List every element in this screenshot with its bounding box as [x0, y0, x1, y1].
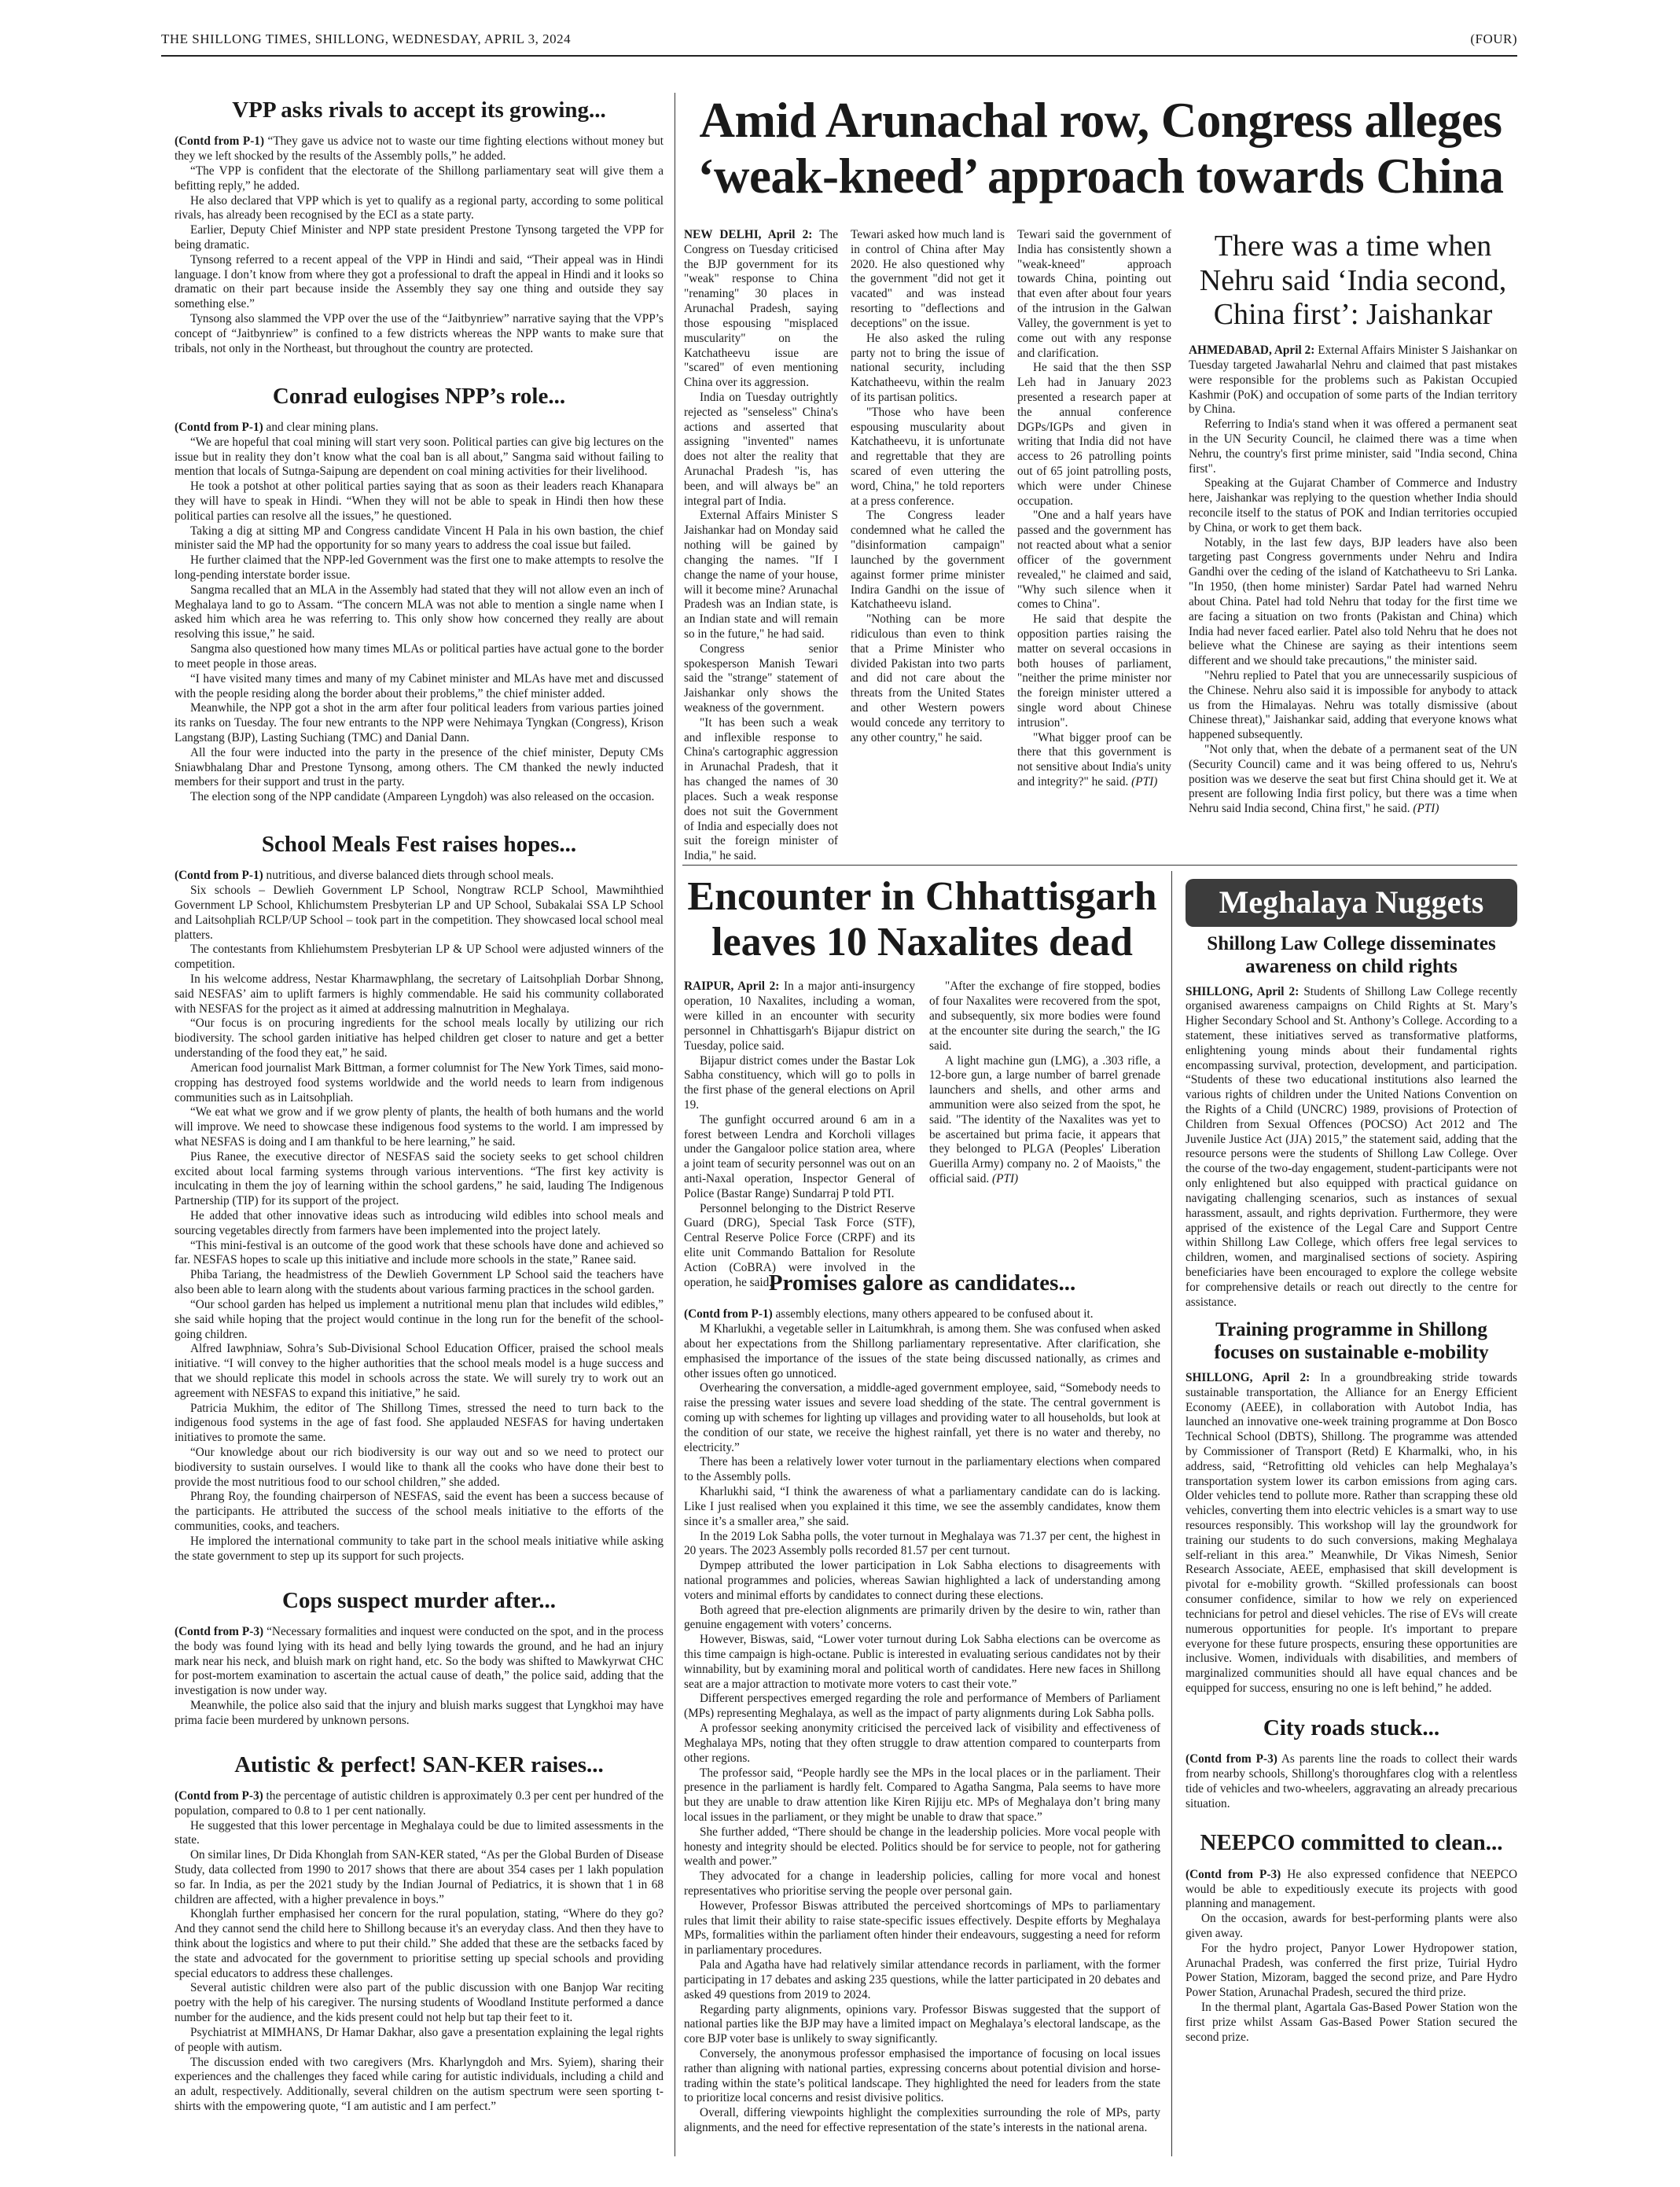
training-dateline: SHILLONG, April 2:	[1186, 1370, 1311, 1384]
encounter-story	[684, 874, 1160, 1291]
law-headline: Shillong Law College disseminates awareness on child rights	[1207, 933, 1496, 977]
nehru-credit: (PTI)	[1413, 802, 1439, 816]
encounter-col-1: RAIPUR, April 2: In a major anti-insurgency operation, 10 Naxalites, including a woman, were killed in an encounter with security personnel in Chhattisgarh's Bijapur district on Tuesday, police said. Bijapur district comes under the Bastar Lok Sabha constituency, which will go to polls in the first phase of the general elections on April 19. The gunfight occurred around 6 am in a forest between Lendra and Korcholi villages under the Gangaloor police station area, where a joint team of security personnel was out on an anti-Naxal operation, Inspector General of Police (Bastar Range) Sundarraj P told PTI. Personnel belonging to the District Reserve Guard (DRG), Special Task Force (STF), Central Reserve Police Force (CRPF) and its elite unit Commando Battalion for Resolute Action (CoBRA) were involved in the operation, he said.	[684, 980, 915, 1289]
arunachal-dateline: NEW DELHI, April 2:	[684, 228, 813, 241]
neepco-headline: NEEPCO committed to clean...	[1200, 1830, 1503, 1856]
training-headline: Training programme in Shillong focuses on sustainable e-mobility	[1214, 1319, 1489, 1364]
left-column	[175, 93, 664, 2126]
city-headline: City roads stuck...	[1263, 1715, 1440, 1740]
vpp-story: VPP asks rivals to accept its growing... (Contd from P-1) “They gave us advice not to waste our time fighting elections without money but they we left shocked by the results of the Assembly polls,” he added. “The VPP is confident that the electorate of the Shillong parliamentary seat will give them a befitting reply,” he added. He also declared that VPP which is yet to qualify as a regional party, according to some political rivals, has already been recognised by the ECI as a state party. Earlier, Deputy Chief Minister and NPP state president Prestone Tynsong targeted the VPP for being dramatic. Tynsong referred to a recent appeal of the VPP in Hindi and said, “Their appeal was in Hindi language. I don’t know from where they got a professional to draft the appeal in Hindi and it looks so dramatic on their part because inside the Assembly they say one thing and outside they say something else.” Tynsong also slammed the VPP over the use of the “Jaitbynriew” narrative saying that the VPP’s concept of “Jaitbynriew” is confined to a few districts whereas the NPP wants to make sure that tribals, not only in the Northeast, but throughout the country are protected.	[175, 97, 664, 355]
promises-headline: Promises galore as candidates...	[768, 1270, 1076, 1296]
encounter-credit: (PTI)	[992, 1172, 1019, 1186]
law-dateline: SHILLONG, April 2:	[1186, 984, 1300, 998]
nuggets-banner: Meghalaya Nuggets	[1186, 879, 1517, 927]
conrad-headline: Conrad eulogises NPP’s role...	[272, 383, 566, 409]
meals-headline: School Meals Fest raises hopes...	[261, 832, 577, 857]
cops-headline: Cops suspect murder after...	[282, 1587, 556, 1613]
arunachal-body	[684, 228, 1171, 864]
masthead	[161, 31, 1517, 52]
arunachal-col-2: Tewari asked how much land is in control of China after May 2020. He also questioned why the government "did not get it vacated" and was instead resorting to "deflections and deceptions" on the issue. He also asked the ruling party not to bring the issue of national security, including Katchatheevu, within the realm of its partisan politics. "Those who have been espousing muscularity about Katchatheevu, it is unfortunate and regrettable that they are scared of even uttering the word, China," he told reporters at a press conference. The Congress leader condemned what he called the "disinformation campaign" launched by the government against former prime minister Indira Gandhi on the issue of Katchatheevu island. "Nothing can be more ridiculous than even to think that a Prime Minister who divided Pakistan into two parts and did not care about the threats from the United States and other Western powers would concede any territory to any other country," he said.	[851, 228, 1005, 744]
section-divider-middle	[682, 865, 1517, 866]
nehru-story: There was a time when Nehru said ‘India second, China first’: Jaishankar AHMEDABAD, April 2: External Affairs Minister S Jaishankar on Tuesday targeted Jawaharlal Nehru and claimed that past mistakes were responsible for the problems such as Pakistan Occupied Kashmir (PoK) and occupation of some parts of the Indian territory by China. Referring to India's stand when it was offered a permanent seat in the UN Security Council, he claimed there was a time when Nehru, the country's first prime minister, said "India second, China first". Speaking at the Gujarat Chamber of Commerce and Industry here, Jaishankar was replying to the question whether India should reconcile itself to the status of POK and Indian territories occupied by China, or work to get them back. Notably, in the last few days, BJP leaders have also been targeting past Congress governments under Nehru and Indira Gandhi over the ceding of the island of Katchatheevu to Sri Lanka. "In 1950, (then home minister) Sardar Patel had warned Nehru about China. Patel had told Nehru that today for the first time we are facing a situation on two fronts (Pakistan and China) which India had never faced earlier. Patel also told Nehru that he does not believe what the Chinese are saying as their intentions seem different and we should take precautions," the minister said. "Nehru replied to Patel that you are unnecessarily suspicious of the Chinese. Nehru also said it is impossible for anybody to attack us from the Himalayas. Nehru was totally dismissive (about Chinese threat)," Jaishankar said, adding that everyone knows what happened subsequently. "Not only that, when the debate of a permanent seat of the UN (Security Council) came and it was being offered to us, Nehru's position was we deserve the seat but first China should get it. We at present are following India first policy, but there was a time when Nehru said India second, China first," he said. (PTI)	[1189, 230, 1517, 816]
arunachal-credit: (PTI)	[1131, 775, 1158, 789]
page-number: (FOUR)	[1470, 31, 1517, 46]
encounter-col-2: "After the exchange of fire stopped, bodies of four Naxalites were recovered from the spot, and subsequently, six more bodies were found at the encounter site during the search," the IG said. A light machine gun (LMG), a .303 rifle, a 12-bore gun, a large number of barrel grenade launchers and shells, and other arms and ammunition were also seized from the spot, he said. "The identity of the Naxalites was yet to be ascertained but prima facie, it appears that they belonged to PLGA (Peoples' Liberation Guerilla Army) company no. 2 of Maoists," the official said. (PTI)	[929, 980, 1160, 1186]
nuggets-column: Meghalaya Nuggets Shillong Law College disseminates awareness on child rights SHILLONG, April 2: Students of Shillong Law College recently organised awareness campaigns on Child Rights at St. Mary’s Higher Secondary School and St. Anthony’s College. According to a statement, these initiatives served as transformative platforms, enlightening young minds about their fundamental rights encompassing survival, protection, development, and participation. “Students of these two educational institutions also learned the various rights of children under the United Nations Convention on the Rights of a Child (UNCRC) 1989, provisions of Protection of Children from Sexual Offences (POCSO) Act 2012 and The Juvenile Justice Act (JJA) 2015,” the statement said, adding that the resource persons were the students of Shillong Law College. Over the course of the two-day engagement, student-participants were not only enlightened but also equipped with practical guidance on navigating challenging scenarios, such as instances of sexual harassment, assault, and rights deprivation. Furthermore, they were apprised of the existence of the Legal Care and Support Centre within Shillong Law College, which offers free legal services to children, women, and marginalised sections of society. Aspiring beneficiaries have been encouraged to explore the college website for comprehensive details or reach out directly to the centre for assistance. Training programme in Shillong focuses on sustainable e-mobility SHILLONG, April 2: In a groundbreaking stride towards sustainable transportation, the Alliance for an Energy Efficient Economy (AEEE), in collaboration with Autobot India, has launched an innovative one-week training programme at Don Bosco Technical School (DBTS), Shillong. The programme was attended by Commissioner of Transport (Retd) E Kharmalki, who, in his address, said, “Retrofitting old vehicles can help Meghalaya’s transportation system lower its carbon emissions from aging cars. Older vehicles tend to pollute more. Rather than scrapping these old vehicles, converting them into electric vehicles is a smart way to use resources responsibly. This workshop will lay the groundwork for training our students to do such conversions, making Meghalaya self-reliant in this area.” Meanwhile, Dr Vikas Nimesh, Senior Research Associate, AEEE, emphasised that skill development is pivotal for e-mobility growth. “Skilled professionals can boost consumer confidence, similar to how we rely on experienced technicians for petrol and diesel vehicles. The rise of EVs will create numerous opportunities for people. It's important to prepare everyone for these future prospects, ensuring these opportunities are inclusive. Women, individuals with disabilities, and members of marginalized communities should all have equal chances and be equipped for success, ensuring no one is left behind,” he added. City roads stuck... (Contd from P-3) As parents line the roads to collect their wards from nearby schools, Shillong's thoroughfares clog with a relentless tide of vehicles and two-wheelers, aggravating an already precarious situation. NEEPCO committed to clean... (Contd from P-3) He also expressed confidence that NEEPCO would be able to expeditiously execute its projects with good planning and management. On the occasion, awards for best-performing plants were also given away. For the hydro project, Panyor Lower Hydropower station, Arunachal Pradesh, was conferred the first prize, Tuirial Hydro Power Station, Mizoram, bagged the second prize, and Pare Hydro Power Station, Arunachal Pradesh, secured the third prize. In the thermal plant, Agartala Gas-Based Power Station won the first prize whilst Assam Gas-Based Power Station secured the second prize.	[1186, 879, 1517, 2045]
encounter-dateline: RAIPUR, April 2:	[684, 980, 780, 994]
meals-story: School Meals Fest raises hopes... (Contd from P-1) nutritious, and diverse balanced diets through school meals. Six schools – Dewlieh Government LP School, Nongtraw RCLP School, Mawmihthied Government LP School, Khlichumstem Presbyterian LP and UP School, Subakalai SSA LP School and Laitsohpliah RCLP/UP School – took part in the competition. They showcased local school meal platters. The contestants from Khliehumstem Presbyterian LP & UP School were adjusted winners of the competition. In his welcome address, Nestar Kharmawphlang, the secretary of Laitsohpliah Dorbar Shnong, said NESFAS’ aim to uplift farmers is highly commendable. He said his community collaborated with NESFAS for the project as it aimed at addressing malnutrition in Meghalaya. “Our focus is on procuring ingredients for the school meals locally by utilizing our rich biodiversity. The school garden initiative has helped children get closer to nature and get a better understanding of the food they eat,” he said. American food journalist Mark Bittman, a former columnist for The New York Times, said mono-cropping has destroyed food systems worldwide and the world needs to learn from indigenous communities such as in Laitsohpliah. “We eat what we grow and if we grow plenty of plants, the health of both humans and the world will improve. We need to showcase these indigenous food systems to the world. I am impressed by what NESFAS is doing and I am thankful to be here learning,” he said. Pius Ranee, the executive director of NESFAS said the society seeks to get school children excited about local farming systems through various interventions. “The first key activity is inculcating in them the joy of learning within the school gardens,” he said, lauding The Indigenous Partnership (TIP) for its support of the project. He added that other innovative ideas such as introducing wild edibles into school meals and sourcing vegetables directly from farmers have been implemented into the project lately. “This mini-festival is an outcome of the good work that these schools have done and achieved so far. NESFAS hopes to scale up this initiative and include more schools in the state,” Ranee said. Phiba Tariang, the headmistress of the Dewlieh Government LP School said the teachers have also been able to learn along with the students about various farming practices in the school garden. “Our school garden has helped us implement a nutritional menu plan that includes wild edibles,” she said while hoping that the project would continue in the long run for the benefit of the school-going children. Alfred Iawphniaw, Sohra’s Sub-Divisional School Education Officer, praised the school meals initiative. “I will convey to the higher authorities that the school meals model is a huge success and that we should replicate this model in schools across the state. We will surely try to work out an agreement with NESFAS to expand this initiative,” he said. Patricia Mukhim, the editor of The Shillong Times, stressed the need to turn back to the indigenous food systems in the age of fast food. She applauded NESFAS for having undertaken initiatives to promote the same. “Our knowledge about our rich biodiversity is our way out and so we need to protect our biodiversity to sustain ourselves. I would like to thank all the cooks who have done their best to provide the most nutritious food to our school children,” she added. Phrang Roy, the founding chairperson of NESFAS, said the event has been a success because of the participants. He attributed the success of the school meals initiative to the efforts of the communities, cooks, and teachers. He implored the international community to take part in the school meals initiative while asking the state government to step up its support for such projects.	[175, 832, 664, 1563]
arunachal-headline: Amid Arunachal row, Congress alleges ‘weak-kneed’ approach towards China	[697, 93, 1504, 204]
autistic-story: Autistic & perfect! SAN-KER raises... (Contd from P-3) the percentage of autistic children is approximately 0.3 per cent per hundred of the population, compared to 0.8 to 1 per cent nationally. He suggested that this lower percentage in Meghalaya could be due to limited assessments in the state. On similar lines, Dr Dida Khonglah from SAN-KER stated, “As per the Global Burden of Disease Study, data collected from 1990 to 2017 shows that there are about 354 cases per 1 lakh population so far. In India, as per the 2021 study by the Indian Journal of Pediatrics, it is shown that 1 in 68 children are affected, with a higher prevalence in boys.” Khonglah further emphasised her concern for the rural population, stating, “Where do they go? And they cannot send the child here to Shillong because it's an everyday class. And then they have to think about the logistics and where to put their child.” She added that these are the setbacks faced by the state and advocated for the government to prioritise setting up special schools and providing special educators to address these challenges. Several autistic children were also part of the public discussion with one Banjop War reciting poetry with the help of his caregiver. The nursing students of Woodland Institute performed a dance number for the audience, and the kids present could not help but tap their feet to it. Psychiatrist at MIMHANS, Dr Hamar Dakhar, also gave a presentation explaining the legal rights of people with autism. The discussion ended with two caregivers (Mrs. Kharlyngdoh and Mrs. Syiem), sharing their experiences and the challenges they faced while caring for autistic individuals, including a child and an adult, respectively. Additionally, several children on the autism spectrum were seen sporting t-shirts with the empowering quote, “I am autistic and I am perfect.”	[175, 1751, 664, 2113]
conrad-story: Conrad eulogises NPP’s role... (Contd from P-1) and clear mining plans. “We are hopeful that coal mining will start very soon. Political parties can give big lectures on the issue but in reality they don’t know what the coal ban is all about,” Sangma said without failing to mention that locals of Sutnga-Saipung are dependent on coal mining activities for their livelihood. He took a potshot at other political parties saying that as soon as their leaders reach Khanapara they will have to speak in Hindi. “When they will not be able to speak in Hindi then how these political parties can resolve all the issues,” he questioned. Taking a dig at sitting MP and Congress candidate Vincent H Pala in his own bastion, the chief minister said the MP had the opportunity for so many years to address the coal issue but failed. He further claimed that the NPP-led Government was the first one to make attempts to resolve the long-pending interstate border issue. Sangma recalled that an MLA in the Assembly had stated that they will not allow even an inch of Meghalaya land to go to Assam. “The concern MLA was not able to mention a single name when I asked him which area he was referring to. This only show how concerned they really are about resolving this issue,” he said. Sangma also questioned how many times MLAs or political parties have actual gone to the border to meet people in those areas. “I have visited many times and many of my Cabinet minister and MLAs have met and discussed with the people residing along the border about their problems,” the chief minister added. Meanwhile, the NPP got a shot in the arm after four political leaders from various parties joined its ranks on Tuesday. The four new entrants to the NPP were Nehimaya Tyngkan (Congress), Krison Langstang (BJP), Lasting Suchiang (TMC) and Danial Dann. All the four were inducted into the party in the presence of the chief minister, Deputy CMs Sniawbhalang Dhar and Prestone Tynsong, among others. The CM thanked the newly inducted members for their support and trust in the party. The election song of the NPP candidate (Ampareen Lyngdoh) was also released on the occasion.	[175, 383, 664, 804]
promises-story: Promises galore as candidates... (Contd from P-1) assembly elections, many others appeared to be confused about it. M Kharlukhi, a vegetable seller in Laitumkhrah, is among them. She was confused when asked about her expectations from the Shillong parliamentary representative. After clarification, she emphasised the importance of the issues of the state being discussed nationally, as crimes and other issues often go unnoticed. Overhearing the conversation, a middle-aged government employee, said, “Somebody needs to raise the pressing water issues and severe load shedding of the state. The central government is coming up with schemes for lighting up villages and providing water to all households, but look at the condition of our state, we receive the highest rainfall, yet there is no water and thereby, no electricity.” There has been a relatively lower voter turnout in the parliamentary elections when compared to the Assembly polls. Kharlukhi said, “I think the awareness of what a parliamentary candidate can do is lacking. Like I just realised when you explained it this time, we see the assembly candidates, know them since it’s a smaller area,” she said. In the 2019 Lok Sabha polls, the voter turnout in Meghalaya was 71.37 per cent, the highest in 20 years. The 2023 Assembly polls recorded 81.57 per cent turnout. Dympep attributed the lower participation in Lok Sabha elections to disagreements with national programmes and policies, whereas Sawian highlighted a lack of understanding among voters and minimal efforts by candidates to connect during these elections. Both agreed that pre-election alignments are primarily driven by the desire to win, rather than genuine engagement with voters’ concerns. However, Biswas, said, “Lower voter turnout during Lok Sabha elections can be overcome as this time campaign is high-octane. Public is interested in evaluating serious candidates not by their winnability, but by examining moral and political worth of candidates. Here new faces in Shillong seat are a major attraction to motivate more voters to cast their vote.” Different perspectives emerged regarding the role and performance of Members of Parliament (MPs) representing Meghalaya, as well as the impact of party alignments during Lok Sabha polls. A professor seeking anonymity criticised the perceived lack of visibility and effectiveness of Meghalaya MPs, noting that they often struggle to draw attention compared to counterparts from other regions. The professor said, “People hardly see the MPs in the local places or in the parliament. Their presence in the parliament is hardly felt. Compared to Agatha Sangma, Pala seems to have more but they are unable to draw attention like Kiren Rijiju etc. MPs of Meghalaya don’t bring many local issues in the parliament, or they might be unable to draw that space.” She further added, “There should be change in the leadership policies. More vocal people with honesty and integrity should be elected. Politics should be for service to people, not for gathering wealth and power.” They advocated for a change in leadership policies, calling for more vocal and honest representatives who prioritise serving the people over personal gain. However, Professor Biswas attributed the perceived shortcomings of MPs to parliamentary rules that limit their ability to raise state-specific issues effectively. Despite efforts by Meghalaya MPs, formalities within the parliament often hinder their endeavours, suggesting a need for reform in parliamentary procedures. Pala and Agatha have had relatively similar attendance records in parliament, with the former participating in 17 debates and asking 235 questions, while the latter participated in 20 debates and asked 49 questions from 2019 to 2024. Regarding party alignments, opinions vary. Professor Biswas suggested that the support of national parties like the BJP may have a limited impact on Meghalaya’s electoral landscape, as the core BJP voter base is unlikely to sway significantly. Conversely, the anonymous professor emphasised the importance of focusing on local issues rather than aligning with national parties, expressing concerns about potential division and horse-trading within the state’s political landscape. They highlighted the need for leaders from the state to prioritize local concerns and resist divisive politics. Overall, differing viewpoints highlight the complexities surrounding the role of MPs, party alignments, and the need for effective representation of the state’s interests in the national arena.	[684, 1270, 1160, 2135]
vpp-headline: VPP asks rivals to accept its growing...	[232, 97, 606, 123]
arunachal-col-1: NEW DELHI, April 2: The Congress on Tuesday criticised the BJP government for its "weak" response to China "renaming" 30 places in Arunachal Pradesh, saying those espousing "misplaced muscularity" on the Katchatheevu issue are "scared" of even mentioning China over its aggression. India on Tuesday outrightly rejected as "senseless" China's actions and asserted that assigning "invented" names does not alter the reality that Arunachal Pradesh "is, has been, and will always be" an integral part of India. External Affairs Minister S Jaishankar had on Monday said nothing will be gained by changing the names. "If I change the name of your house, will it become mine? Arunachal Pradesh was an Indian state, is an Indian state and will remain so in the future," he had said. Congress senior spokesperson Manish Tewari said the "strange" statement of Jaishankar only shows the weakness of the government. "It has been such a weak and inflexible response to China's cartographic aggression in Arunachal Pradesh, that it has changed the names of 30 places. Such a weak response does not suit the Government of India and especially does not suit the foreign minister of India," he said.	[684, 228, 838, 863]
masthead-rule	[161, 55, 1517, 57]
arunachal-story	[684, 93, 1517, 204]
cops-story: Cops suspect murder after... (Contd from P-3) “Necessary formalities and inquest were conducted on the spot, and in the process the body was found lying with its head and belly lying towards the ground, and he had an injury mark near his neck, and bluish mark on right hand, etc. So the body was shifted to Mawkyrwat CHC for post-mortem examination to ascertain the actual cause of death,” the police said, adding that the investigation is now under way. Meanwhile, the police also said that the injury and bluish marks suggest that Lyngkhoi may have prima facie been murdered by unknown persons.	[175, 1587, 664, 1727]
column-divider-right	[1171, 871, 1172, 2156]
masthead-title: THE SHILLONG TIMES, SHILLONG, WEDNESDAY, APRIL 3, 2024	[161, 31, 572, 46]
autistic-headline: Autistic & perfect! SAN-KER raises...	[234, 1751, 604, 1777]
arunachal-col-3: Tewari said the government of India has consistently shown a "weak-kneed" approach towards China, pointing out that even after about four years of the intrusion in the Galwan Valley, the government is yet to come out with any response and clarification. He said that the then SSP Leh had in January 2023 presented a research paper at the annual conference DGPs/IGPs and given in writing that India did not have access to 26 patrolling points out of 65 joint patrolling posts, which were under Chinese occupation. "One and a half years have passed and the government has not reacted about what a senior officer of the government revealed," he claimed and said, "Why such silence when it comes to China". He said that despite the opposition parties raising the matter on several occasions in both houses of parliament, "neither the prime minister nor the foreign minister uttered a single word about Chinese intrusion". "What bigger proof can be there that this government is not sensitive about India's unity and integrity?" he said. (PTI)	[1017, 228, 1171, 789]
nehru-dateline: AHMEDABAD, April 2:	[1189, 344, 1315, 358]
vpp-contd: (Contd from P-1)	[175, 134, 265, 149]
nehru-headline: There was a time when Nehru said ‘India second, China first’: Jaishankar	[1199, 230, 1507, 332]
encounter-headline: Encounter in Chhattisgarh leaves 10 Naxalites dead	[687, 874, 1157, 965]
